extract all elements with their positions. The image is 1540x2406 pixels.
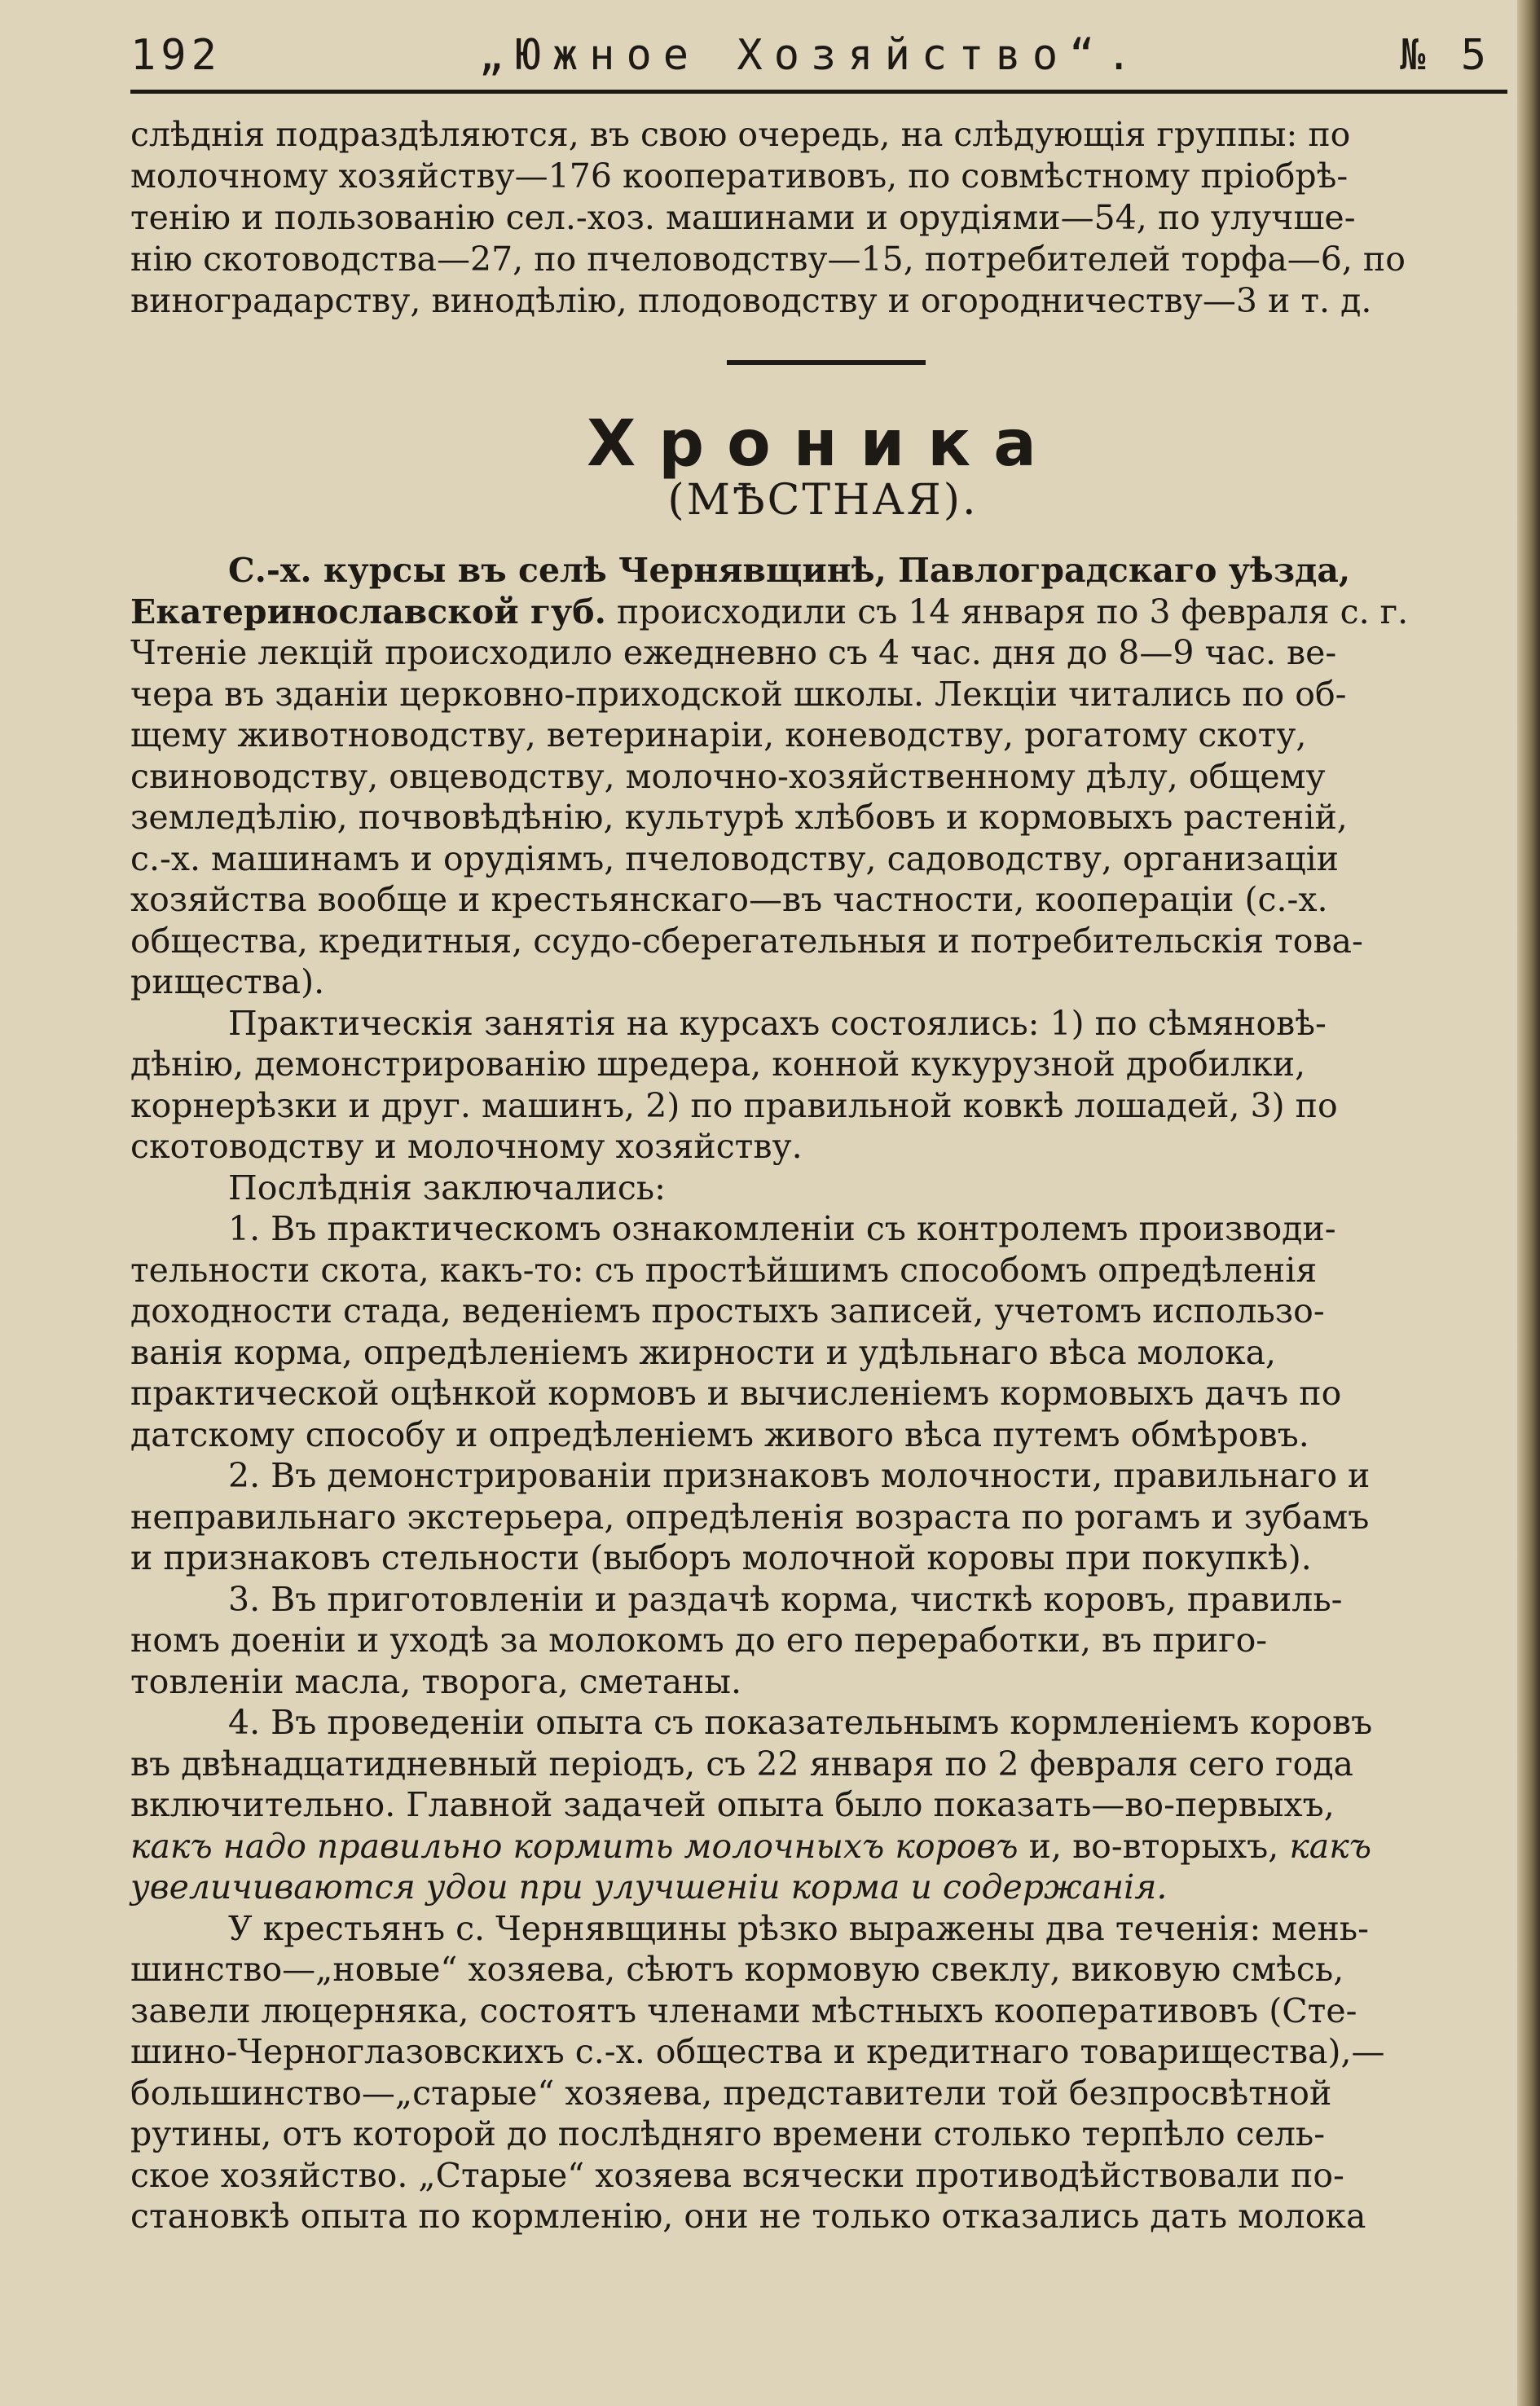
text-line: ванія корма, опредѣленіемъ жирности и удѣльнаго вѣса молока, [130, 1332, 1277, 1372]
text-line: Чтеніе лекцій происходило ежедневно съ 4 час. дня до 8—9 час. ве- [130, 633, 1337, 672]
text-line: земледѣлію, почвовѣдѣнію, культурѣ хлѣбовъ и кормовыхъ растеній, [130, 798, 1348, 837]
text-line: Практическія занятія на курсахъ состоялись: 1) по сѣмяновѣ- [228, 1003, 1327, 1043]
article-lead-line [130, 550, 1516, 592]
italic-emphasis: увеличиваются удои при улучшеніи корма и содержанія. [130, 1867, 1168, 1907]
text-line: завели люцерняка, состоятъ членами мѣстныхъ кооперативовъ (Сте- [130, 1990, 1357, 2030]
text-line: рищества). [130, 962, 325, 1001]
book-spine-shadow [1517, 0, 1540, 2406]
section-divider [727, 360, 926, 365]
issue-number: № 5 [1400, 31, 1491, 80]
text-line: номъ доеніи и уходѣ за молокомъ до его переработки, въ приго- [130, 1621, 1268, 1660]
list-item-line: 3. Въ приготовленіи и раздачѣ корма, чисткѣ коровъ, правиль- [228, 1579, 1343, 1619]
section-title: Хроника [587, 407, 1059, 481]
section-subtitle: (МѢСТНАЯ). [667, 476, 979, 525]
text-line: ское хозяйство. „Старые“ хозяева всячески противодѣйствовали по- [130, 2155, 1344, 2195]
text-line: и признаковъ стельности (выборъ молочной коровы при покупкѣ). [130, 1538, 1312, 1577]
text-line: дѣнію, демонстрированію шредера, конной кукурузной дробилки, [130, 1045, 1306, 1084]
list-item-line: 4. Въ проведеніи опыта съ показательнымъ кормленіемъ коровъ [228, 1703, 1373, 1742]
italic-emphasis: какъ [1289, 1826, 1372, 1866]
text-line: чера въ зданіи церковно-приходской школы. Лекціи читались по об- [130, 674, 1347, 714]
text-line: слѣднія подраздѣляются, въ свою очередь, на слѣдующія группы: по [130, 115, 1351, 154]
text-line: общества, кредитныя, ссудо-сберегательныя и потребительскія това- [130, 921, 1363, 961]
article-heading-bold: С.-х. курсы въ селѣ Чернявщинѣ, Павлоградскаго уѣзда, [228, 551, 1351, 590]
text-line: большинство—„старые“ хозяева, представители той безпросвѣтной [130, 2073, 1332, 2113]
text-line: щему животноводству, ветеринаріи, коневодству, рогатому скоту, [130, 715, 1307, 754]
page-number: 192 [130, 31, 222, 80]
text-line: хозяйства вообще и крестьянскаго—въ частности, коопераціи (с.-х. [130, 880, 1328, 919]
text-line: с.-х. машинамъ и орудіямъ, пчеловодству, садоводству, организаціи [130, 838, 1340, 878]
text-line: скотоводству и молочному хозяйству. [130, 1127, 803, 1166]
top-paragraph [130, 114, 1516, 322]
text-line: рутины, отъ которой до послѣдняго времени столько терпѣло сель- [130, 2114, 1326, 2153]
text-line: какъ надо правильно кормить молочныхъ коровъ и, во-вторыхъ, какъ [130, 1826, 1372, 1866]
text-line: шинство—„новые“ хозяева, сѣютъ кормовую свеклу, виковую смѣсь, [130, 1950, 1344, 1989]
text-line: включительно. Главной задачей опыта было показать—во-первыхъ, [130, 1785, 1335, 1824]
text-line: тенію и пользованію сел.-хоз. машинами и орудіями—54, по улучше- [130, 198, 1356, 237]
article-lead-line: Екатеринославской губ. происходили съ 14 января по 3 февраля с. г. [130, 592, 1409, 631]
text-line: молочному хозяйству—176 кооперативовъ, по совмѣстному пріобрѣ- [130, 156, 1349, 196]
text-line: доходности стада, веденіемъ простыхъ записей, учетомъ использо- [130, 1291, 1325, 1331]
text-line: нію скотоводства—27, по пчеловодству—15, потребителей торфа—6, по [130, 240, 1406, 279]
italic-emphasis: какъ надо правильно кормить молочныхъ коровъ [130, 1826, 1019, 1866]
text-line: У крестьянъ с. Чернявщины рѣзко выражены два теченія: мень- [228, 1908, 1369, 1948]
article-heading-bold: Екатеринославской губ. [130, 592, 606, 631]
text-line: виноградарству, винодѣлію, плодоводству и огородничеству—3 и т. д. [130, 281, 1372, 320]
text-line: неправильнаго экстерьера, опредѣленія возраста по рогамъ и зубамъ [130, 1497, 1370, 1537]
text-line: становкѣ опыта по кормленію, они не только отказались дать молока [130, 2197, 1366, 2236]
text-line: практической оцѣнкой кормовъ и вычисленіемъ кормовыхъ дачъ по [130, 1374, 1342, 1413]
text-line: датскому способу и опредѣленіемъ живого вѣса путемъ обмѣровъ. [130, 1414, 1309, 1454]
text-line: свиноводству, овцеводству, молочно-хозяйственному дѣлу, общему [130, 756, 1326, 796]
list-item-line: 1. Въ практическомъ ознакомленіи съ контролемъ производи- [228, 1209, 1336, 1248]
text-line: тельности скота, какъ-то: съ простѣйшимъ способомъ опредѣленія [130, 1250, 1318, 1290]
list-item-line: 2. Въ демонстрированіи признаковъ молочности, правильнаго и [228, 1456, 1371, 1495]
text-line: корнерѣзки и друг. машинъ, 2) по правильной ковкѣ лошадей, 3) по [130, 1085, 1338, 1125]
text-line: шино-Черноглазовскихъ с.-х. общества и кредитнаго товарищества),— [130, 2032, 1385, 2071]
text-line: товленіи масла, творога, сметаны. [130, 1661, 742, 1701]
article-body [130, 550, 1516, 2237]
running-header [130, 23, 1491, 88]
text-line: въ двѣнадцатидневный періодъ, съ 22 января по 2 февраля сего года [130, 1744, 1354, 1784]
header-rule [130, 90, 1507, 94]
text-line: Послѣднія заключались: [228, 1168, 666, 1207]
journal-title: „Южное Хозяйство“. [478, 31, 1143, 80]
